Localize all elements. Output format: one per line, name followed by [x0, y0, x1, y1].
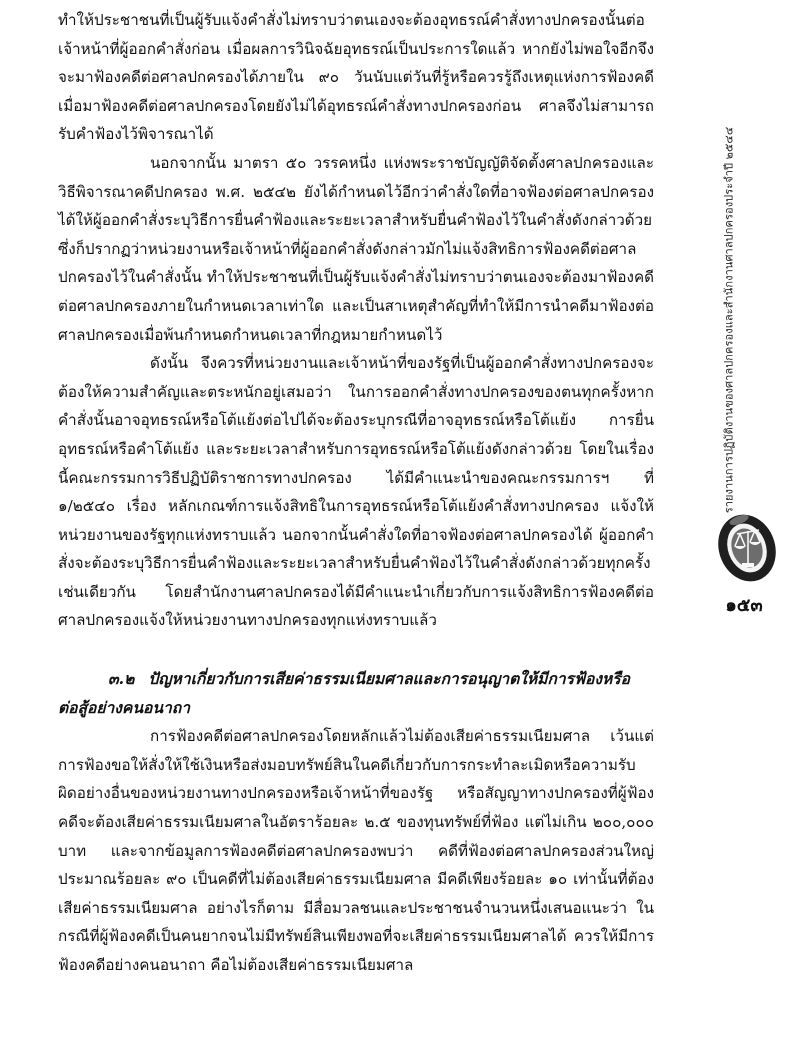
paragraph-continuation: ทำให้ประชาชนที่เป็นผู้รับแจ้งคำสั่งไม่ทราบว่าตนเองจะต้องอุทธรณ์คำสั่งทางปกครองนั้นต่อเจ้าหน้าที่ผู้ออกคำสั่งก่อน เมื่อผลการวินิจฉัยอุทธรณ์เป็นประการใดแล้ว หากยังไม่พอใจอีกจึงจะมาฟ้องคดีต่อศาลปกครองได้ภายใน ๙๐ วันนับแต่วันที่รู้หรือควรรู้ถึงเหตุแห่งการฟ้องคดี เมื่อมาฟ้องคดีต่อศาลปกครองโดยยังไม่ได้อุทธรณ์คำสั่งทางปกครองก่อน ศาลจึงไม่สามารถรับคำฟ้องไว้พิจารณาได้: [58, 11, 654, 144]
page-number: ๑๕๓: [725, 595, 763, 616]
annual-report-caption: รายงานการปฏิบัติงานของศาลปกครองและสำนักงานศาลปกครองประจำปี ๒๕๔๔: [722, 126, 736, 514]
paragraph-therefore: ดังนั้น จึงควรที่หน่วยงานและเจ้าหน้าที่ของรัฐที่เป็นผู้ออกคำสั่งทางปกครองจะต้องให้ความสำคัญและตระหนักอยู่เสมอว่า ในการออกคำสั่งทางปกครองของตนทุกครั้งหากคำสั่งนั้นอาจอุทธรณ์หรือโต้แย้งต่อไปได้จะต้องระบุกรณีที่อาจอุทธรณ์หรือโต้แย้ง การยื่นอุทธรณ์หรือคำโต้แย้ง และระยะเวลาสำหรับการอุทธรณ์หรือโต้แย้งดังกล่าวด้วย โดยในเรื่องนี้คณะกรรมการวิธีปฏิบัติราชการทางปกครอง ได้มีคำแนะนำของคณะกรรมการฯ ที่ ๑/๒๕๔๐ เรื่อง หลักเกณฑ์การแจ้งสิทธิในการอุทธรณ์หรือโต้แย้งคำสั่งทางปกครอง แจ้งให้หน่วยงานของรัฐทุกแห่งทราบแล้ว นอกจากนั้นคำสั่งใดที่อาจฟ้องต่อศาลปกครองได้ ผู้ออกคำสั่งจะต้องระบุวิธีการยื่นคำฟ้องและระยะเวลาสำหรับยื่นคำฟ้องไว้ในคำสั่งดังกล่าวด้วยทุกครั้งเช่นเดียวกัน โดยสำนักงานศาลปกครองได้มีคำแนะนำเกี่ยวกับการแจ้งสิทธิการฟ้องคดีต่อศาลปกครองแจ้งให้หน่วยงานทางปกครองทุกแห่งทราบแล้ว: [58, 354, 654, 630]
section-heading: [58, 665, 654, 722]
paragraph-section-50: นอกจากนั้น มาตรา ๕๐ วรรคหนึ่ง แห่งพระราชบัญญัติจัดตั้งศาลปกครองและวิธีพิจารณาคดีปกครอง พ.ศ. ๒๕๔๒ ยังได้กำหนดไว้อีกว่าคำสั่งใดที่อาจฟ้องต่อศาลปกครองได้ให้ผู้ออกคำสั่งระบุวิธีการยื่นคำฟ้องและระยะเวลาสำหรับยื่นคำฟ้องไว้ในคำสั่งดังกล่าวด้วย ซึ่งก็ปรากฏว่าหน่วยงานหรือเจ้าหน้าที่ผู้ออกคำสั่งดังกล่าวมักไม่แจ้งสิทธิการฟ้องคดีต่อศาลปกครองไว้ในคำสั่งนั้น ทำให้ประชาชนที่เป็นผู้รับแจ้งคำสั่งไม่ทราบว่าตนเองจะต้องมาฟ้องคดีต่อศาลปกครองภายในกำหนดเวลาเท่าใด และเป็นสาเหตุสำคัญที่ทำให้มีการนำคดีมาฟ้องต่อศาลปกครองเมื่อพ้นกำหนดกำหนดเวลาที่กฎหมายกำหนดไว้: [58, 153, 654, 344]
section-title: ปัญหาเกี่ยวกับการเสียค่าธรรมเนียมศาลและการอนุญาตให้มีการฟ้องหรือต่อสู้อย่างคนอนาถา: [58, 669, 631, 717]
section-number: ๓.๒: [108, 669, 135, 689]
body-text: [58, 6, 654, 980]
paragraph-court-fees: การฟ้องคดีต่อศาลปกครองโดยหลักแล้วไม่ต้องเสียค่าธรรมเนียมศาล เว้นแต่การฟ้องขอให้สั่งให้ใช้เงินหรือส่งมอบทรัพย์สินในคดีเกี่ยวกับการกระทำละเมิดหรือความรับผิดอย่างอื่นของหน่วยงานทางปกครองหรือเจ้าหน้าที่ของรัฐ หรือสัญญาทางปกครองที่ผู้ฟ้องคดีจะต้องเสียค่าธรรมเนียมศาลในอัตราร้อยละ ๒.๕ ของทุนทรัพย์ที่ฟ้อง แต่ไม่เกิน ๒๐๐,๐๐๐ บาท และจากข้อมูลการฟ้องคดีต่อศาลปกครองพบว่า คดีที่ฟ้องต่อศาลปกครองส่วนใหญ่ประมาณร้อยละ ๙๐ เป็นคดีที่ไม่ต้องเสียค่าธรรมเนียมศาล มีคดีเพียงร้อยละ ๑๐ เท่านั้นที่ต้องเสียค่าธรรมเนียมศาล อย่างไรก็ตาม มีสื่อมวลชนและประชาชนจำนวนหนึ่งเสนอแนะว่า ในกรณีที่ผู้ฟ้องคดีเป็นคนยากจนไม่มีทรัพย์สินเพียงพอที่จะเสียค่าธรรมเนียมศาลได้ ควรให้มีการฟ้องคดีอย่างคนอนาถา คือไม่ต้องเสียค่าธรรมเนียมศาล: [58, 727, 654, 974]
scales-of-justice-emblem-icon: [705, 500, 785, 588]
side-caption: [698, 126, 758, 514]
